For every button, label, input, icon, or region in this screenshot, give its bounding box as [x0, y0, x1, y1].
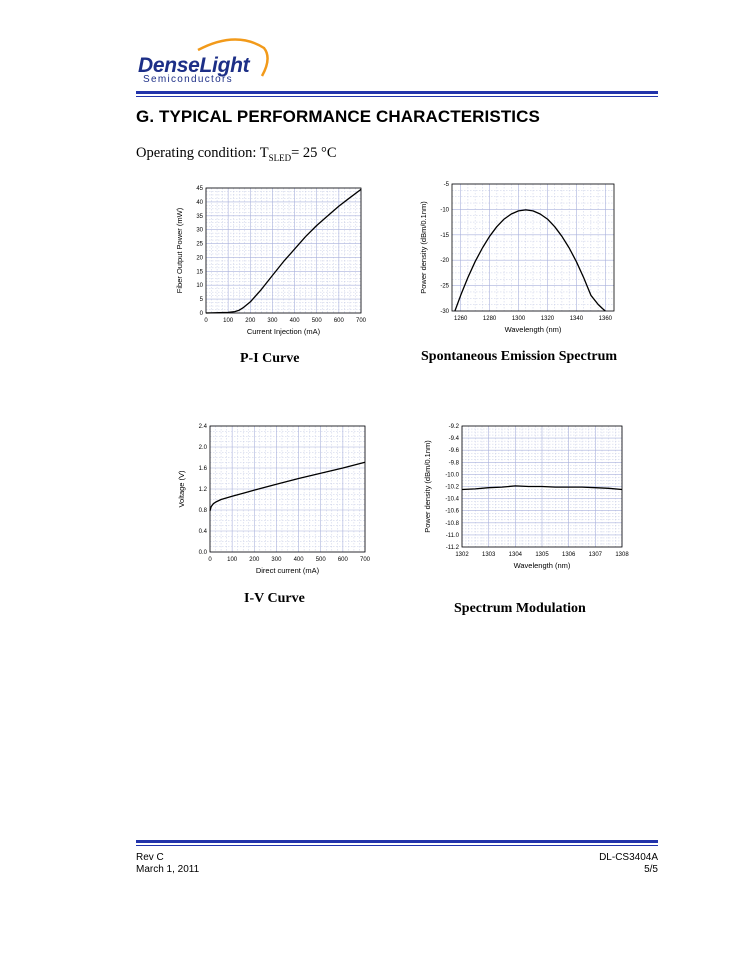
pi-curve-chart [170, 180, 370, 342]
y-tick-label: -10.2 [445, 484, 459, 491]
operating-condition [136, 145, 337, 163]
x-tick-label: 300 [271, 557, 282, 563]
y-tick-label: 5 [199, 297, 203, 304]
y-tick-label: 0.8 [198, 508, 207, 514]
x-tick-label: 200 [249, 557, 260, 563]
caption-spectrum: Spontaneous Emission Spectrum [421, 349, 618, 364]
x-tick-label: 400 [293, 557, 304, 563]
revision: Rev C [136, 852, 164, 863]
operating-condition-subscript: SLED [268, 152, 292, 163]
y-tick-label: -25 [440, 283, 449, 290]
y-tick-label: -11.2 [445, 545, 459, 551]
y-axis-label: Fiber Output Power (mW) [175, 207, 184, 294]
footer-right [599, 852, 658, 876]
caption-pi-curve: P-I Curve [240, 351, 300, 366]
section-title: G. TYPICAL PERFORMANCE CHARACTERISTICS [136, 107, 540, 126]
y-tick-label: 40 [196, 199, 203, 206]
spectrum-chart [410, 170, 626, 340]
x-tick-label: 1304 [508, 552, 523, 558]
x-tick-label: 500 [311, 318, 322, 324]
company-logo [138, 40, 278, 90]
y-tick-label: 10 [196, 283, 203, 290]
y-tick-label: -9.2 [448, 424, 459, 430]
y-tick-label: 0 [199, 311, 203, 317]
x-tick-label: 1300 [511, 316, 526, 322]
y-tick-label: 30 [196, 227, 203, 234]
x-tick-label: 700 [355, 318, 367, 324]
y-tick-label: -9.8 [448, 460, 459, 467]
x-tick-label: 400 [289, 318, 300, 324]
x-tick-label: 1307 [588, 552, 603, 558]
y-tick-label: -10.4 [445, 496, 459, 503]
footer-left [136, 852, 199, 876]
x-tick-label: 100 [223, 318, 234, 324]
x-axis-label: Wavelength (nm) [513, 561, 571, 570]
y-tick-label: -5 [443, 182, 449, 188]
y-tick-label: -30 [440, 309, 449, 315]
header-rule [136, 91, 658, 97]
x-tick-label: 600 [337, 557, 348, 563]
x-axis-label: Wavelength (nm) [504, 325, 562, 334]
y-tick-label: -9.4 [448, 436, 459, 443]
y-tick-label: -10.8 [445, 520, 459, 527]
x-tick-label: 300 [267, 318, 278, 324]
y-tick-label: -10.0 [445, 472, 459, 479]
x-tick-label: 1303 [481, 552, 496, 558]
y-tick-label: -20 [440, 258, 449, 265]
caption-modulation: Spectrum Modulation [454, 601, 586, 616]
x-axis-label: Direct current (mA) [255, 566, 320, 575]
caption-iv-curve: I-V Curve [244, 591, 305, 606]
y-tick-label: 0.0 [198, 550, 207, 556]
x-tick-label: 0 [208, 557, 212, 563]
y-tick-label: -15 [440, 232, 449, 239]
y-tick-label: 15 [196, 269, 203, 276]
operating-condition-suffix: = 25 °C [291, 145, 337, 161]
x-tick-label: 1302 [455, 552, 469, 558]
y-tick-label: 0.4 [198, 529, 207, 535]
x-tick-label: 1360 [598, 316, 613, 322]
modulation-chart [418, 420, 632, 580]
y-axis-label: Power density (dBm/0.1nm) [419, 201, 428, 294]
y-tick-label: -10.6 [445, 508, 459, 515]
x-tick-label: 1308 [615, 552, 629, 558]
page-number: 5/5 [644, 864, 658, 875]
y-tick-label: 1.6 [198, 466, 207, 472]
x-tick-label: 0 [204, 318, 208, 324]
logo-wordmark: DenseLight [138, 54, 250, 77]
x-tick-label: 1280 [482, 316, 497, 322]
revision-date: March 1, 2011 [136, 864, 200, 875]
x-tick-label: 1306 [561, 552, 576, 558]
y-tick-label: 35 [196, 213, 203, 220]
y-tick-label: -11.0 [445, 532, 459, 539]
x-tick-label: 1260 [453, 316, 468, 322]
x-tick-label: 200 [245, 318, 256, 324]
footer-rule [136, 840, 658, 846]
y-tick-label: 2.0 [198, 445, 207, 451]
y-tick-label: 25 [196, 241, 203, 248]
y-tick-label: 45 [196, 186, 203, 192]
x-axis-label: Current Injection (mA) [246, 327, 321, 336]
operating-condition-prefix: Operating condition: T [136, 145, 269, 161]
x-tick-label: 1340 [569, 316, 584, 322]
y-tick-label: 2.4 [198, 424, 207, 430]
y-tick-label: 1.2 [198, 487, 207, 493]
x-tick-label: 1305 [535, 552, 549, 558]
y-axis-label: Voltage (V) [177, 470, 186, 508]
y-tick-label: 20 [196, 255, 203, 262]
x-tick-label: 1320 [540, 316, 555, 322]
y-tick-label: -10 [440, 207, 449, 214]
iv-curve-chart [170, 420, 376, 580]
document-id: DL-CS3404A [599, 852, 658, 863]
x-tick-label: 500 [315, 557, 326, 563]
x-tick-label: 700 [359, 557, 371, 563]
logo-subtitle: Semiconductors [143, 74, 233, 85]
x-tick-label: 600 [333, 318, 344, 324]
y-tick-label: -9.6 [448, 448, 459, 455]
y-axis-label: Power density (dBm/0.1nm) [423, 440, 432, 533]
x-tick-label: 100 [227, 557, 238, 563]
